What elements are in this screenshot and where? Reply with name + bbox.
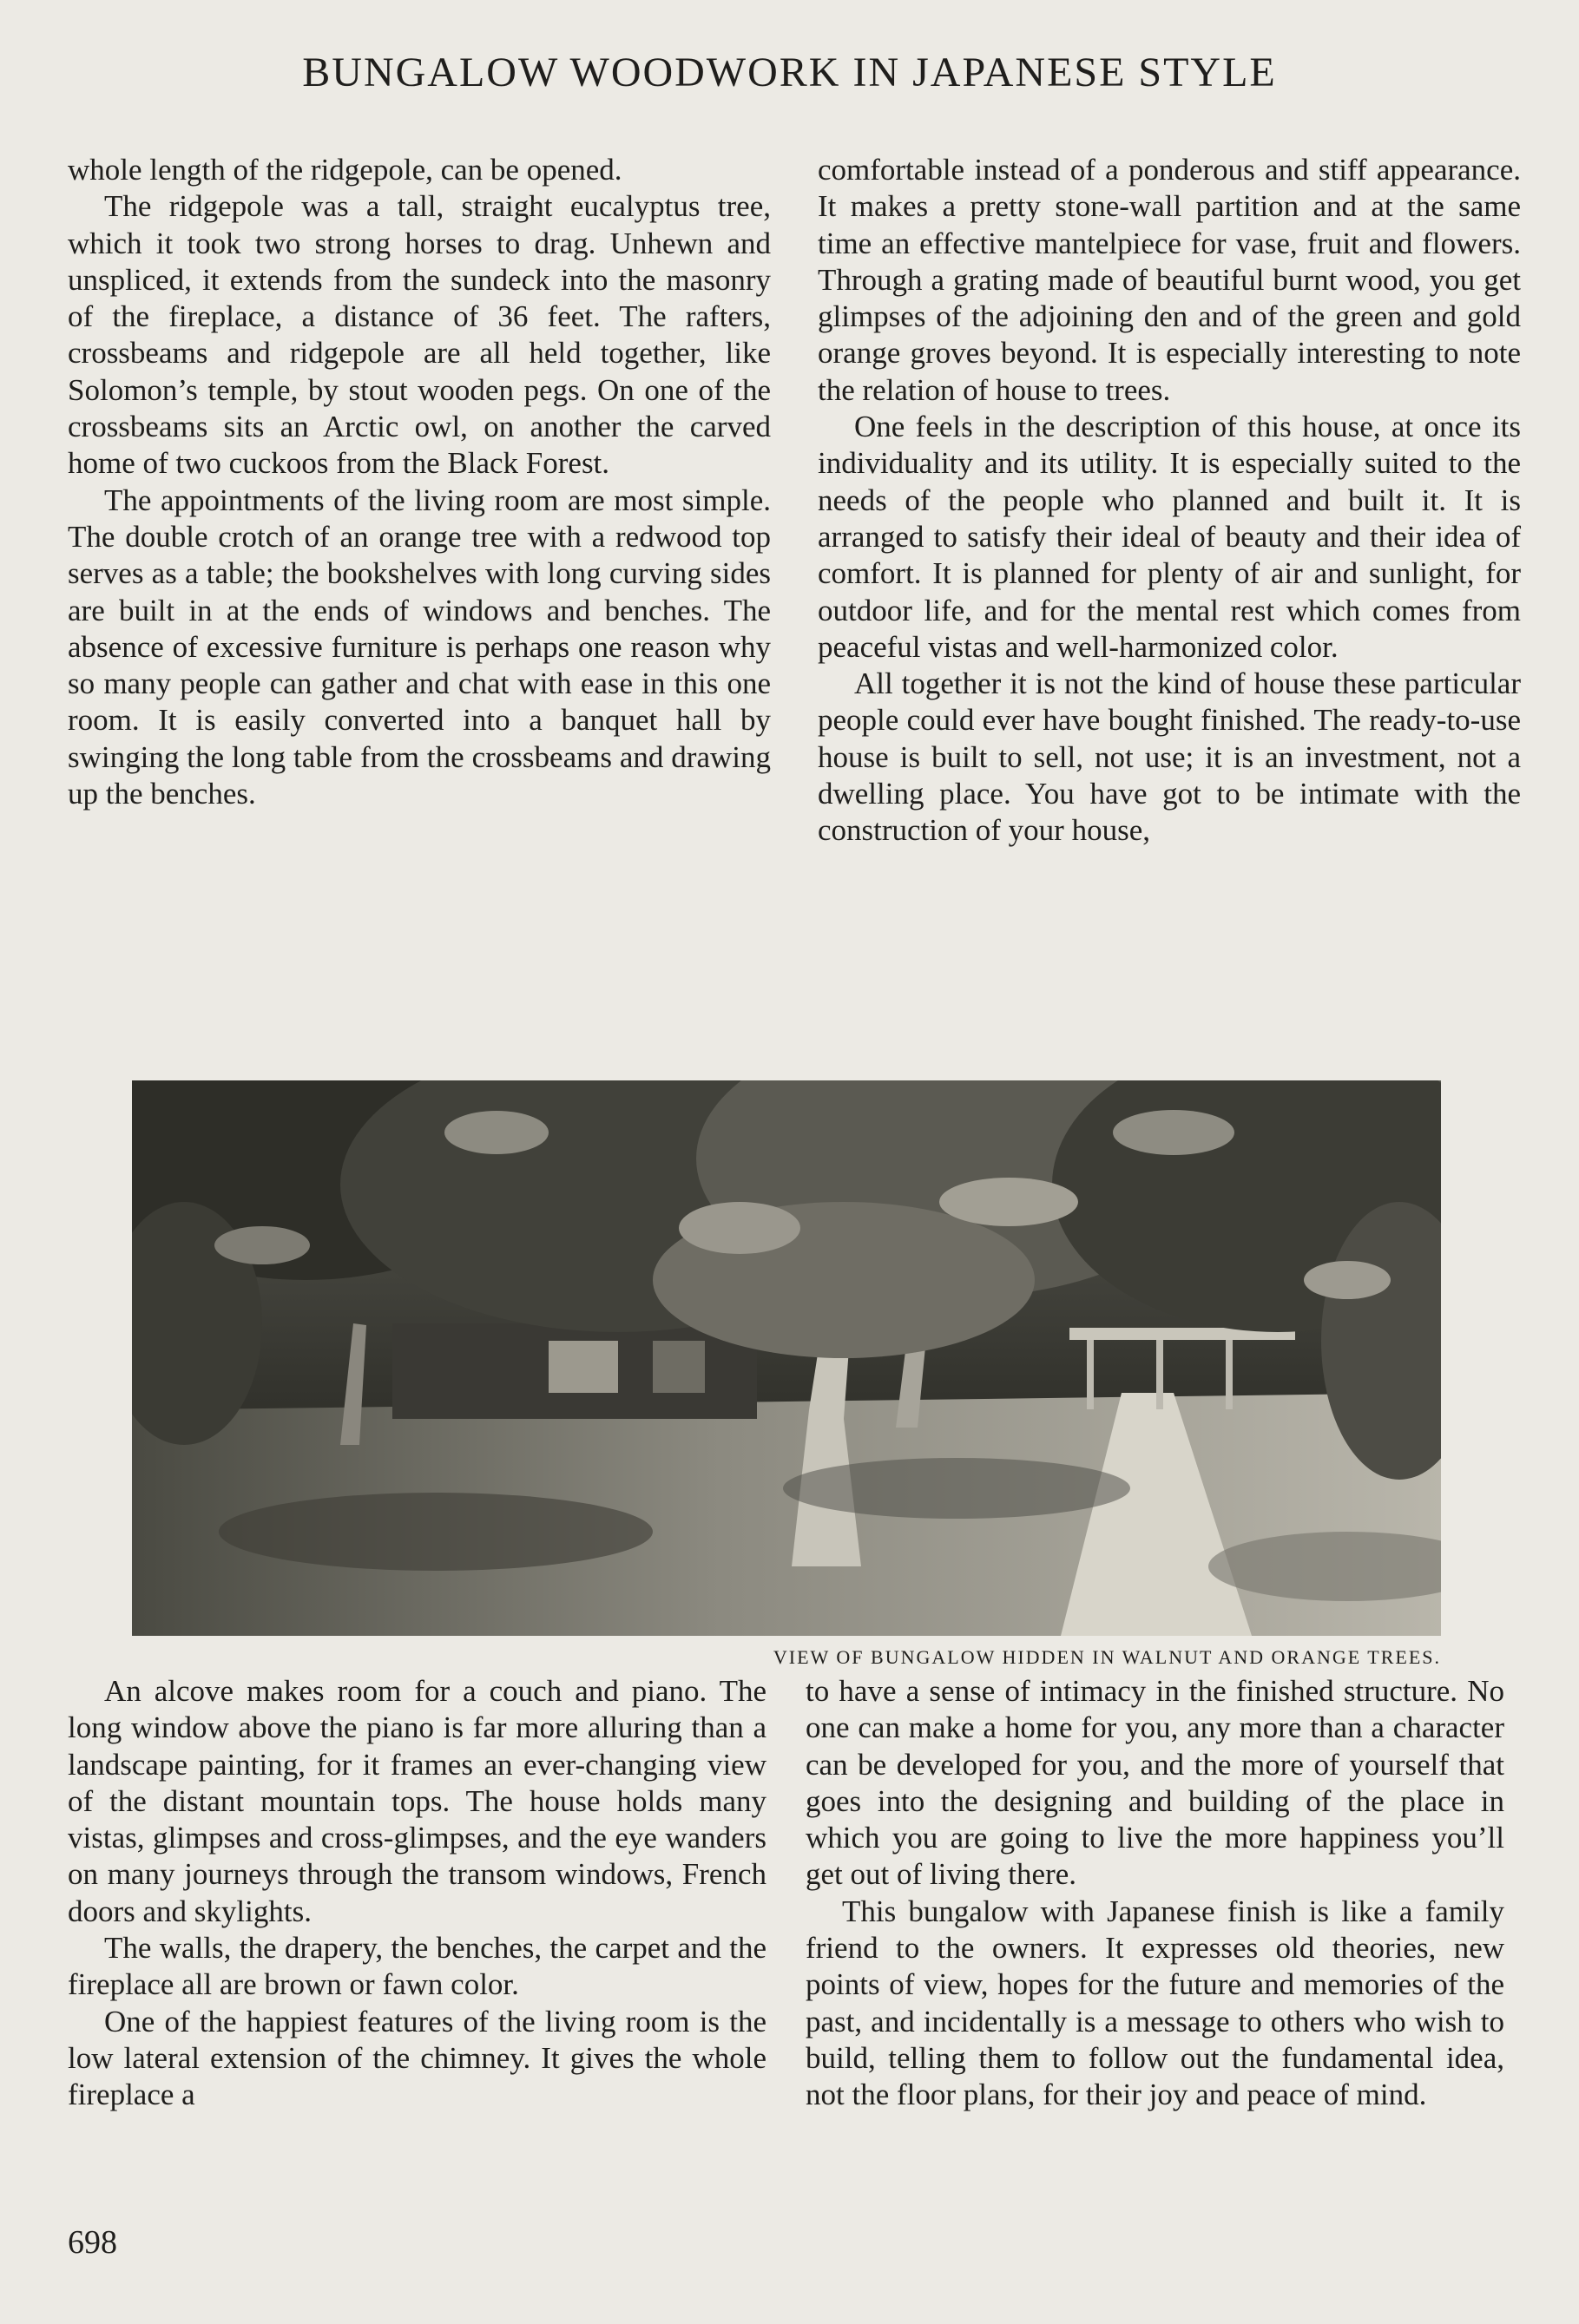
text-column-top-left [68,152,771,812]
text-column-bottom-right [806,1673,1504,2114]
page-number: 698 [68,2224,117,2261]
paragraph: The appointments of the living room are most simple. The double crotch of an orange tree with a redwood top serves as a table; the bookshelves with long curving sides are built in at the ends of windows and benches. The absence of excessive furniture is perhaps one reason why so many people can gather and chat with ease in this one room. It is easily converted into a banquet hall by swinging the long table from the crossbeams and drawing up the benches. [68,483,771,811]
photo-illustration [132,1080,1441,1636]
paragraph: comfortable instead of a ponderous and stiff appearance. It makes a pretty stone-wall partition and at the same time an effective mantelpiece for vase, fruit and flowers. Through a grating made of beautiful burnt wood, you get glimpses of the adjoining den and of the green and gold orange groves beyond. It is especially interesting to note the relation of house to trees. [818,153,1521,407]
text-column-bottom-left [68,1673,766,2114]
paragraph: An alcove makes room for a couch and piano. The long window above the piano is far more alluring than a landscape painting, for it frames an ever-changing view of the distant mountain tops. The house holds many vistas, glimpses and cross-glimpses, and the eye wanders on many journeys through the transom windows, French doors and skylights. [68,1674,766,1928]
page-title: BUNGALOW WOODWORK IN JAPANESE STYLE [302,49,1277,95]
paragraph: One feels in the description of this house, at once its individuality and its utility. It is especially suited to the needs of the people who planned and built it. It is arranged to satisfy their ideal of beauty and their idea of comfort. It is planned for plenty of air and sunlight, for outdoor life, and for the mental rest which comes from peaceful vistas and well-harmonized color. [818,410,1521,664]
text-column-top-right [818,152,1521,850]
bungalow-photograph [132,1080,1441,1636]
paragraph: The ridgepole was a tall, straight eucalyptus tree, which it took two strong horses to drag. Unhewn and unspliced, it extends from the sundeck into the masonry of the fireplace, a distance of 36 feet. The rafters, crossbeams and ridgepole are all held together, like Solomon’s temple, by stout wooden pegs. On one of the crossbeams sits an Arctic owl, on another the carved home of two cuckoos from the Black Forest. [68,189,771,481]
paragraph: to have a sense of intimacy in the finished structure. No one can make a home for you, any more than a character can be developed for you, and the more of yourself that goes into the designing and building of the place in which you are going to live the more happiness you’ll get out of living there. [806,1674,1504,1892]
figure-caption: VIEW OF BUNGALOW HIDDEN IN WALNUT AND ORANGE TREES. [773,1646,1441,1668]
paragraph: This bungalow with Japanese finish is like a family friend to the owners. It expresses old theories, new points of view, hopes for the future and memories of the past, and incidentally is a message to others who wish to build, telling them to follow out the fundamental idea, not the floor plans, for their joy and peace of mind. [806,1894,1504,2112]
paragraph: One of the happiest features of the living room is the low lateral extension of the chimney. It gives the whole fireplace a [68,2004,766,2112]
paragraph: All together it is not the kind of house these particular people could ever have bought finished. The ready-to-use house is built to sell, not use; it is an investment, not a dwelling place. You have got to be intimate with the construction of your house, [818,666,1521,848]
paragraph: The walls, the drapery, the benches, the carpet and the fireplace all are brown or fawn color. [68,1931,766,2002]
paragraph: whole length of the ridgepole, can be opened. [68,153,622,187]
